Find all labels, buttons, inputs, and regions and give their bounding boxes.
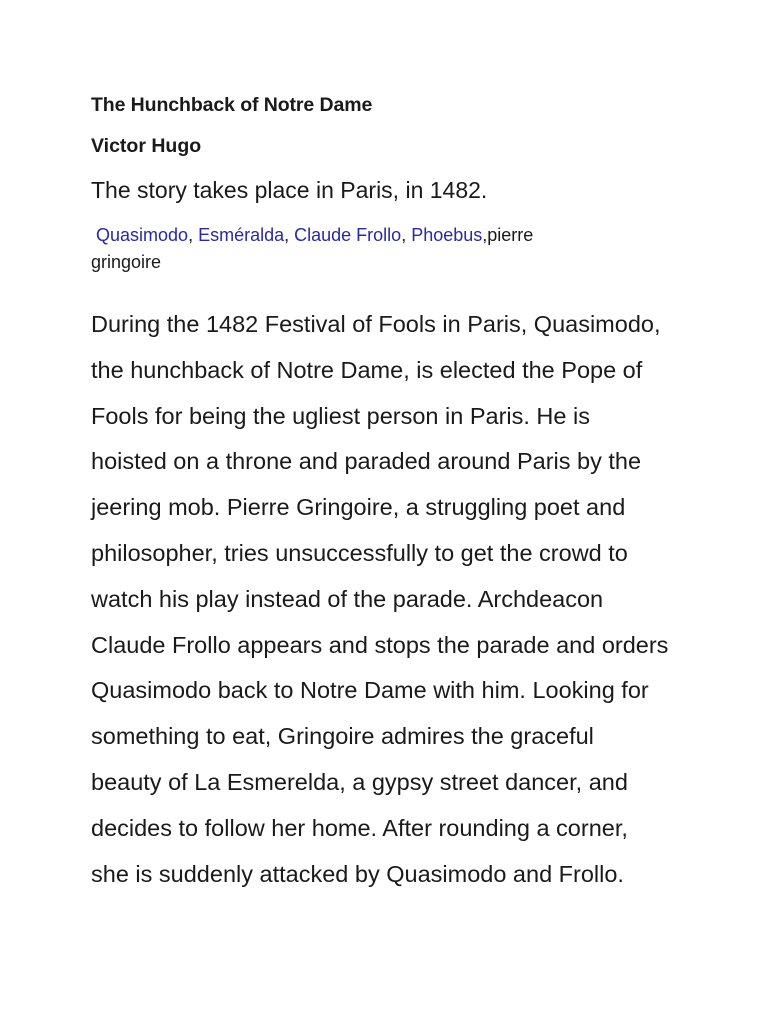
plot-summary (91, 302, 668, 897)
summary-line: Fools for being the ugliest person in Paris. He is (91, 402, 590, 429)
summary-line: something to eat, Gringoire admires the graceful (91, 723, 594, 750)
book-author: Victor Hugo (91, 135, 202, 157)
summary-line: beauty of La Esmerelda, a gypsy street dancer, and (91, 768, 628, 795)
book-title: The Hunchback of Notre Dame (91, 94, 373, 116)
character-trailing-text: ,pierre (482, 225, 534, 245)
character-link-esmeralda[interactable]: Esméralda (198, 225, 285, 245)
separator: , (284, 225, 295, 245)
summary-line: hoisted on a throne and paraded around Paris by the (91, 448, 642, 475)
character-link-phoebus[interactable]: Phoebus (411, 225, 483, 245)
summary-line: During the 1482 Festival of Fools in Paris, Quasimodo, (91, 311, 661, 337)
story-setting: The story takes place in Paris, in 1482. (91, 177, 488, 203)
summary-line: Claude Frollo appears and stops the parade and orders (91, 631, 669, 658)
character-list (91, 221, 651, 276)
summary-line: jeering mob. Pierre Gringoire, a struggling poet and (91, 494, 626, 521)
character-list-line-1 (91, 221, 651, 249)
separator: , (401, 225, 412, 245)
separator: , (188, 225, 199, 245)
summary-line: she is suddenly attacked by Quasimodo and Frollo. (91, 860, 624, 887)
character-link-quasimodo[interactable]: Quasimodo (96, 225, 189, 245)
summary-line: philosopher, tries unsuccessfully to get the crowd to (91, 539, 628, 566)
summary-line: the hunchback of Notre Dame, is elected the Pope of (91, 356, 643, 383)
character-link-claude-frollo[interactable]: Claude Frollo (294, 225, 402, 245)
summary-line: Quasimodo back to Notre Dame with him. Looking for (91, 677, 649, 704)
summary-line: watch his play instead of the parade. Archdeacon (91, 585, 604, 612)
summary-line: decides to follow her home. After rounding a corner, (91, 814, 628, 841)
character-list-line-2: gringoire (91, 252, 162, 272)
